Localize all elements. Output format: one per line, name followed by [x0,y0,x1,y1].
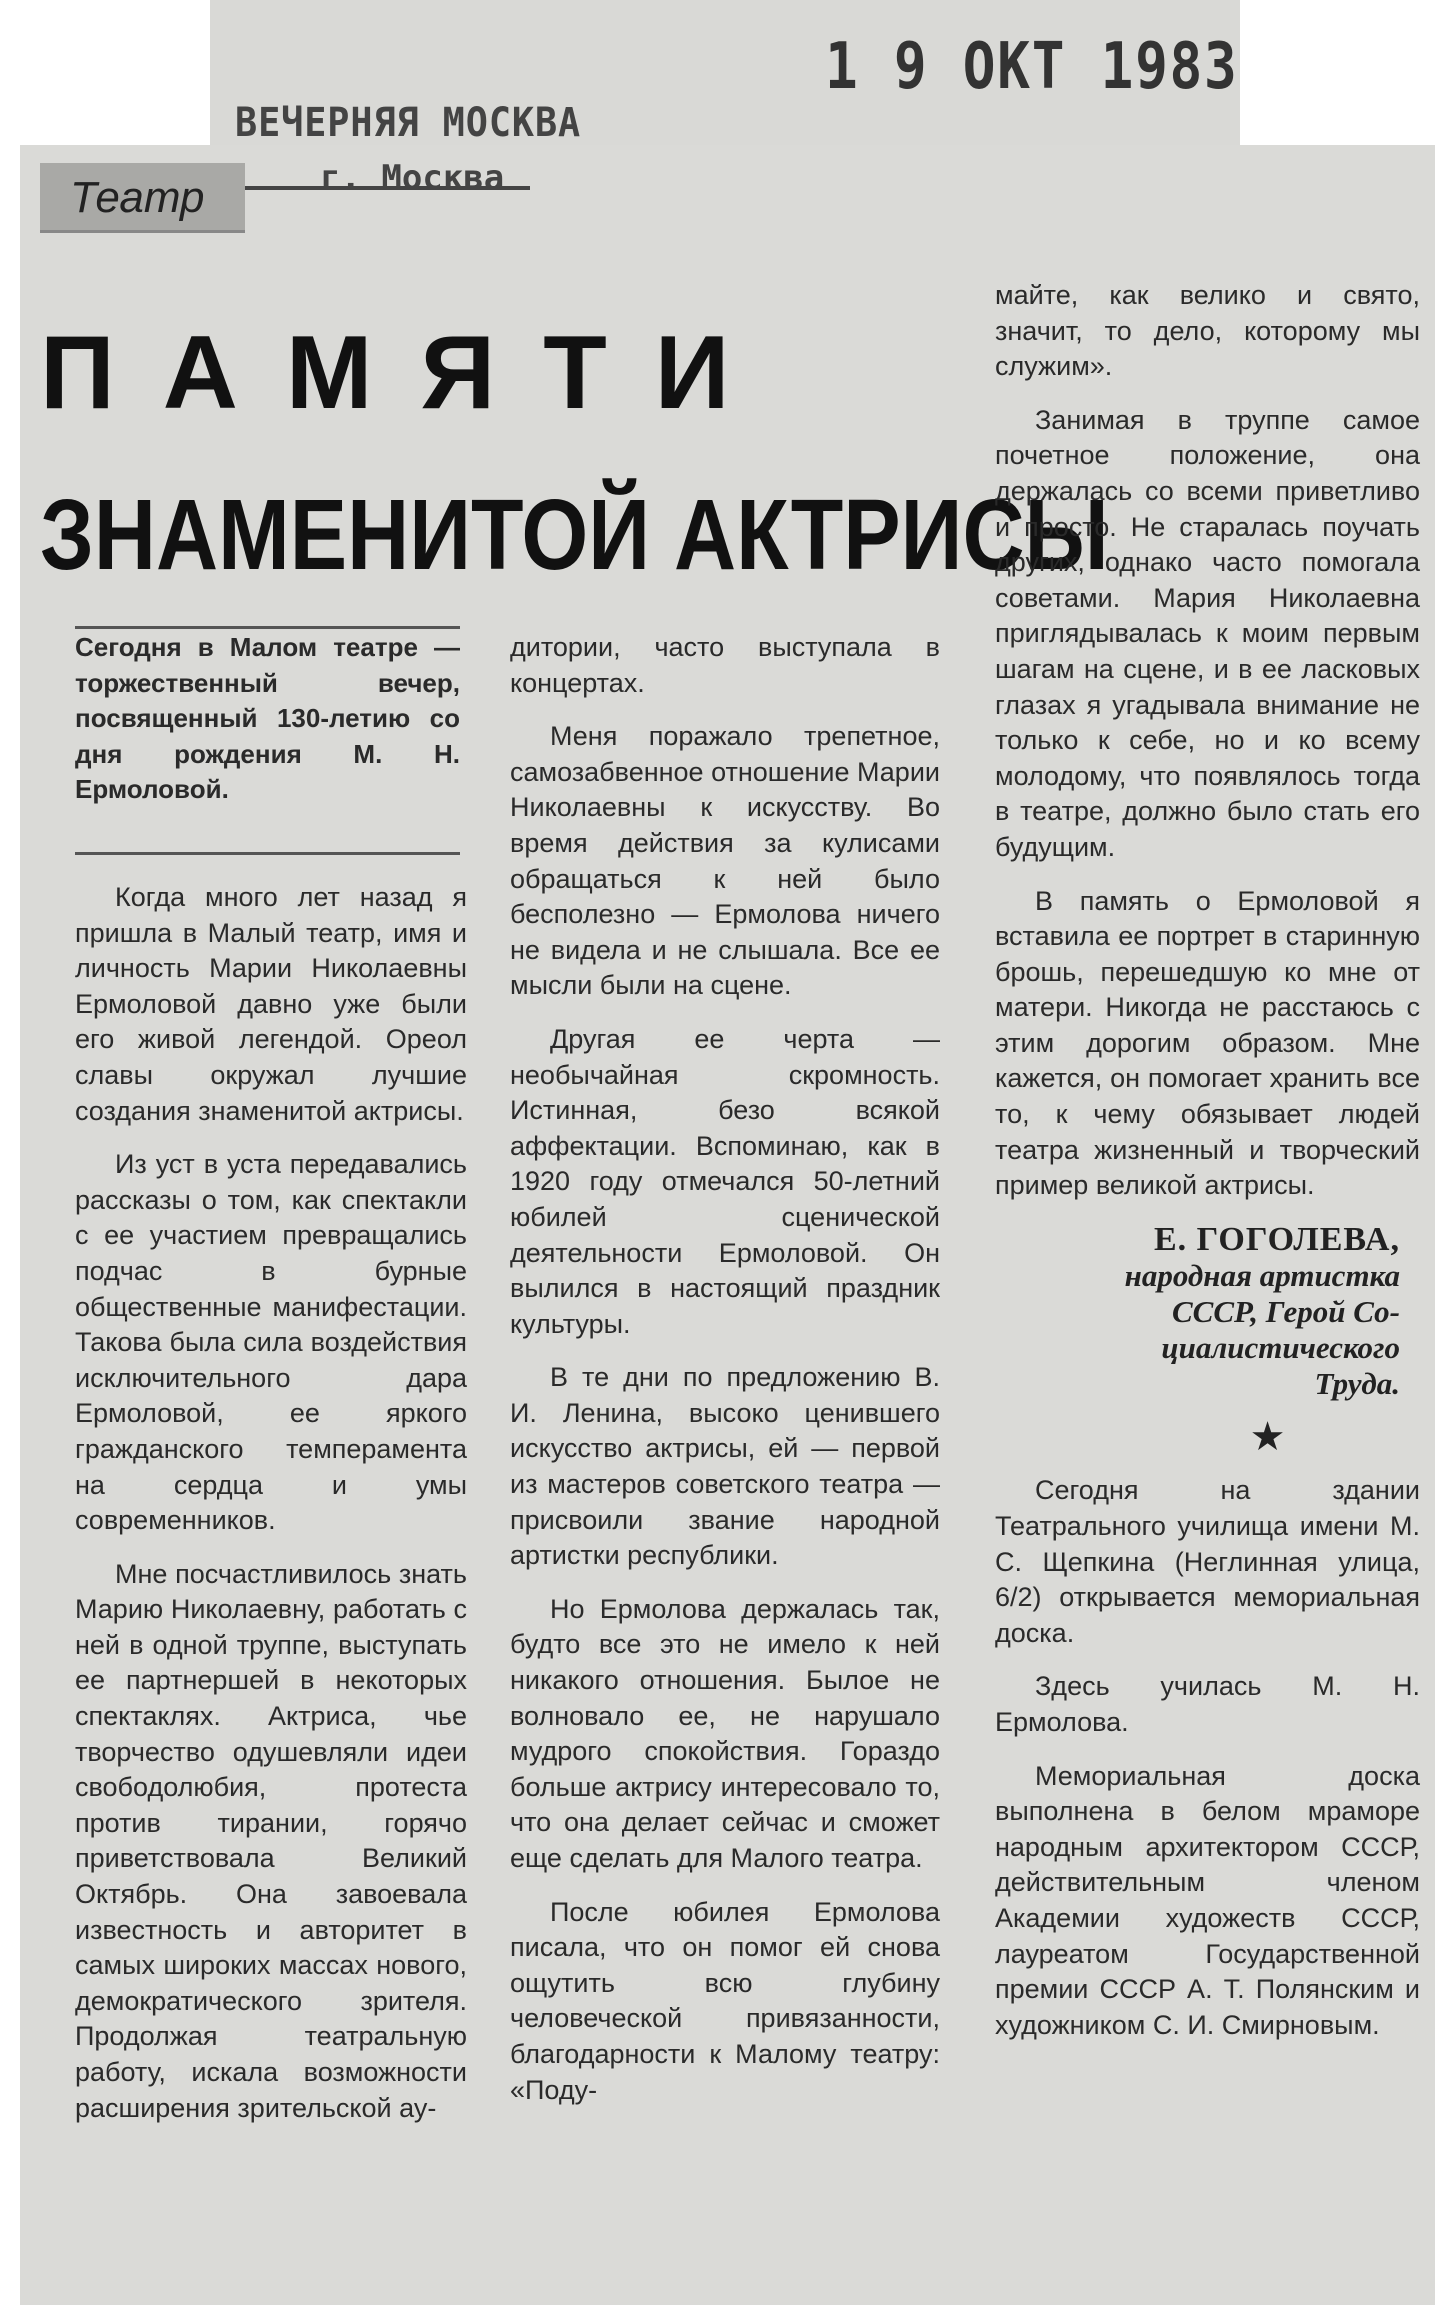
headline-line-1: ПАМЯТИ [40,315,778,431]
paragraph: Меня поражало трепетное, самозабвенное отношение Марии Николаевны к искусству. Во время действия за кулисами обращаться к ней было бесполезно — Ермолова ничего не видела и не слышала. Все ее мысли были на сцене. [510,721,940,1001]
paragraph: Сегодня на здании Театрального училища имени М. С. Щепкина (Неглинная улица, 6/2) открывается мемориальная доска. [995,1475,1420,1648]
author-signature [995,1222,1400,1402]
article-column-1 [75,880,467,2144]
headline-line-2: ЗНАМЕНИТОЙ АКТРИСЫ [40,479,1109,591]
paragraph: После юбилея Ермолова писала, что он помог ей снова ощутить всю глубину человеческой привязанности, благодарности к Малому театру: «Поду- [510,1896,940,2105]
star-icon: ★ [1249,1414,1286,1459]
city-stamp: г. Москва [320,158,505,198]
paragraph: Занимая в труппе самое почетное положение, она держалась со всеми приветливо и просто. Не старалась поучать других, однако часто помогала советами. Мария Николаевна приглядывалась к моим первым шагам на сцене, и в ее ласковых глазах я угадывала внимание не только к себе, но и ко всему молодому, что появлялось тогда в театре, должно было стать его будущим. [995,404,1420,862]
author-title: Труда. [1314,1365,1400,1401]
lead-top-rule [75,626,460,629]
lead-bottom-rule [75,852,460,855]
paragraph: В те дни по предложению В. И. Ленина, высоко ценившего искусство актрисы, ей — первой из мастеров советского театра — присвоили звание народной артистки республики. [510,1362,940,1571]
paragraph: Из уст в уста передавались рассказы о том, как спектакли с ее участием превращались подчас в бурные общественные манифестации. Такова была сила воздействия исключительного дара Ермоловой, ее яркого гражданского темперамента на сердца и умы современников. [75,1149,467,1536]
paragraph: Когда много лет назад я пришла в Малый театр, имя и личность Марии Николаевны Ермоловой давно уже были его живой легендой. Ореол славы окружал лучшие создания знаменитой актрисы. [75,882,467,1126]
paragraph: Мне посчастливилось знать Марию Николаевну, работать с ней в одной труппе, выступать ее партнершей в некоторых спектаклях. Актриса, чье творчество одушевляли идеи свободолюбия, протеста против тирании, горячо приветствовала Великий Октябрь. Она завоевала известность и авторитет в самых широких массах нового, демократического зрителя. Продолжая театральную работу, искала возможности расширения зрительской ау- [75,1558,467,2123]
author-title: народная артистка [1124,1257,1400,1293]
lead-paragraph: Сегодня в Малом театре — торжественный вечер, посвященный 130-летию со дня рождения М. Н. Ермоловой. [75,632,460,804]
date-stamp: 1 9 ОКТ 1983 [825,30,1239,104]
article-column-2 [510,630,940,2126]
paragraph: Здесь училась М. Н. Ермолова. [995,1671,1420,1737]
paragraph: Но Ермолова держалась так, будто все это не имело к ней никакого отношения. Былое не волновало ее, не нарушало мудрого спокойствия. Гораздо больше актрису интересовало то, что она делает сейчас и сможет еще сделать для Малого театра. [510,1593,940,1873]
paragraph: дитории, часто выступала в концертах. [510,632,940,698]
paragraph: В память о Ермоловой я вставила ее портрет в старинную брошь, перешедшую ко мне от матери. Никогда не расстаюсь с этим дорогим образом. Мне кажется, он помогает хранить все то, к чему обязывает людей театра жизненный и творческий пример великой актрисы. [995,885,1420,1201]
paragraph: майте, как велико и свято, значит, то дело, которому мы служим». [995,280,1420,382]
rubric-label: Театр [40,163,245,233]
newspaper-stamp: ВЕЧЕРНЯЯ МОСКВА [235,100,582,146]
paragraph: Другая ее черта — необычайная скромность. Истинная, безо всякой аффектации. Вспоминаю, как в 1920 году отмечался 50-летний юбилей сценической деятельности Ермоловой. Он вылился в настоящий праздник культуры. [510,1023,940,1339]
paragraph: Мемориальная доска выполнена в белом мраморе народным архитектором СССР, действительным членом Академии художеств СССР, лауреатом Государственной премии СССР А. Т. Полянским и художником С. И. Смирновым. [995,1760,1420,2040]
author-name: Е. ГОГОЛЕВА, [1153,1220,1400,1258]
author-title: циалистического [1161,1329,1400,1365]
article-column-3 [995,278,1420,2061]
author-title: СССР, Герой Со- [1171,1293,1400,1329]
